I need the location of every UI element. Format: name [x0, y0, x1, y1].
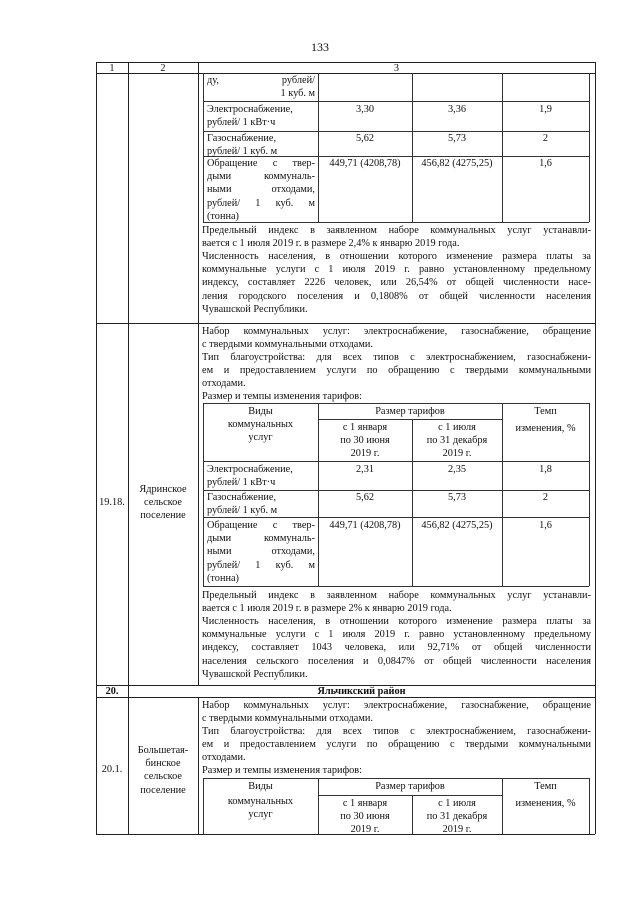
top-limit-index-paragraph: Предельный индекс в заявленном наборе коммунальных услуг устанавли- вается с 1 июля 2019 г. в размере 2,4% к январю 2019 года.	[202, 225, 591, 250]
top-row-gas-label: Газоснабжение, рублей/ 1 куб. м	[207, 133, 278, 158]
section-20-title: Яльчикский район	[317, 686, 406, 697]
th-change-rate: Темп изменения, %	[515, 781, 576, 810]
th-service-kinds: Виды коммунальных услуг	[227, 406, 294, 444]
header-col-2: 2	[160, 63, 166, 74]
top-head-line-2: 1 куб. м	[280, 88, 315, 100]
top-row-waste-v3: 1,6	[539, 158, 552, 169]
row-19-18-electric-v3: 1,8	[539, 464, 552, 475]
th-period-jul-dec: с 1 июля по 31 декабря 2019 г.	[426, 422, 488, 460]
th-period-jan-jun: с 1 января по 30 июня 2019 г.	[340, 422, 390, 460]
row-20-1-improvement-type: Тип благоустройства: для всех типов с электроснабжением, газоснабжени- ем и предоставлением услуги по обращению с твердыми коммунальными отходами.	[202, 726, 591, 764]
row-19-18-waste-label: Обращение с твер- дыми коммуналь- ными отходами, рублей/ 1 куб. м (тонна)	[207, 520, 315, 584]
page-number: 133	[311, 40, 329, 54]
row-19-18-electric-v2: 2,35	[447, 464, 467, 475]
th-period-jan-jun: с 1 января по 30 июня 2019 г.	[340, 798, 390, 836]
th-change-rate: Темп изменения, %	[515, 406, 576, 435]
top-row-electric-v2: 3,36	[447, 104, 467, 115]
header-col-1: 1	[109, 63, 115, 74]
row-20-1-services-set: Набор коммунальных услуг: электроснабжение, газоснабжение, обращение с твердыми коммунальными отходами.	[202, 700, 591, 725]
row-19-18-services-set: Набор коммунальных услуг: электроснабжение, газоснабжение, обращение с твердыми коммунальными отходами.	[202, 326, 591, 351]
top-row-electric-label: Электроснабжение, рублей/ 1 кВт·ч	[207, 104, 293, 129]
row-19-18-gas-v3: 2	[542, 492, 549, 503]
row-19-18-improvement-type: Тип благоустройства: для всех типов с электроснабжением, газоснабжени- ем и предоставлением услуги по обращению с твердыми коммунальными отходами.	[202, 352, 591, 390]
row-19-18-waste-v1: 449,71 (4208,78)	[329, 520, 401, 531]
top-row-electric-v3: 1,9	[539, 104, 552, 115]
th-tariff-size: Размер тарифов	[375, 781, 445, 792]
row-19-18-waste-v3: 1,6	[539, 520, 552, 531]
top-row-gas-v3: 2	[542, 133, 549, 144]
section-20-number: 20.	[105, 686, 119, 697]
row-20-1-number: 20.1.	[101, 764, 123, 775]
top-population-paragraph: Численность населения, в отношении которого изменение размера платы за коммунальные услуги с 1 июля 2019 г. равно установленному предельному индексу, составляет 2226 человек, или 26,54% от общей численности насе- ления городского поселения и 0,1808% от общей численности населения Чувашской Республики.	[202, 251, 591, 315]
row-19-18-gas-label: Газоснабжение, рублей/ 1 куб. м	[207, 492, 278, 517]
row-19-18-gas-v1: 5,62	[355, 492, 375, 503]
row-19-18-gas-v2: 5,73	[447, 492, 467, 503]
row-19-18-limit-index-paragraph: Предельный индекс в заявленном наборе коммунальных услуг устанавли- вается с 1 июля 2019 г. в размере 2% к январю 2019 года.	[202, 590, 591, 615]
row-19-18-settlement-name: Ядринское сельское поселение	[139, 484, 187, 522]
top-head-line-1: ду, рублей/	[207, 75, 315, 86]
row-19-18-number: 19.18.	[99, 497, 125, 508]
th-period-jul-dec: с 1 июля по 31 декабря 2019 г.	[426, 798, 488, 836]
th-service-kinds: Виды коммунальных услуг	[227, 781, 294, 821]
row-19-18-population-paragraph: Численность населения, в отношении которого изменение размера платы за коммунальные услуги с 1 июля 2019 г. равно установленному предельному индексу, составляет 1043 человека, или 92,71% от общей численности населения сельского поселения и 0,0847% от общей численности населения Чувашской Республики.	[202, 616, 591, 680]
row-20-1-tariffs-title: Размер и темпы изменения тарифов:	[202, 765, 363, 776]
top-row-waste-label: Обращение с твер- дыми коммуналь- ными отходами, рублей/ 1 куб. м (тонна)	[207, 158, 315, 222]
row-20-1-settlement-name: Большетая- бинское сельское поселение	[137, 745, 189, 796]
top-row-gas-v1: 5,62	[355, 133, 375, 144]
row-19-18-electric-v1: 2,31	[355, 464, 375, 475]
top-row-waste-v2: 456,82 (4275,25)	[421, 158, 493, 169]
row-19-18-tariffs-title: Размер и темпы изменения тарифов:	[202, 391, 363, 402]
row-19-18-waste-v2: 456,82 (4275,25)	[421, 520, 493, 531]
top-row-waste-v1: 449,71 (4208,78)	[329, 158, 401, 169]
th-tariff-size: Размер тарифов	[375, 406, 445, 417]
header-col-3: 3	[393, 63, 400, 74]
top-row-gas-v2: 5,73	[447, 133, 467, 144]
row-19-18-electric-label: Электроснабжение, рублей/ 1 кВт·ч	[207, 464, 293, 489]
top-row-electric-v1: 3,30	[355, 104, 375, 115]
